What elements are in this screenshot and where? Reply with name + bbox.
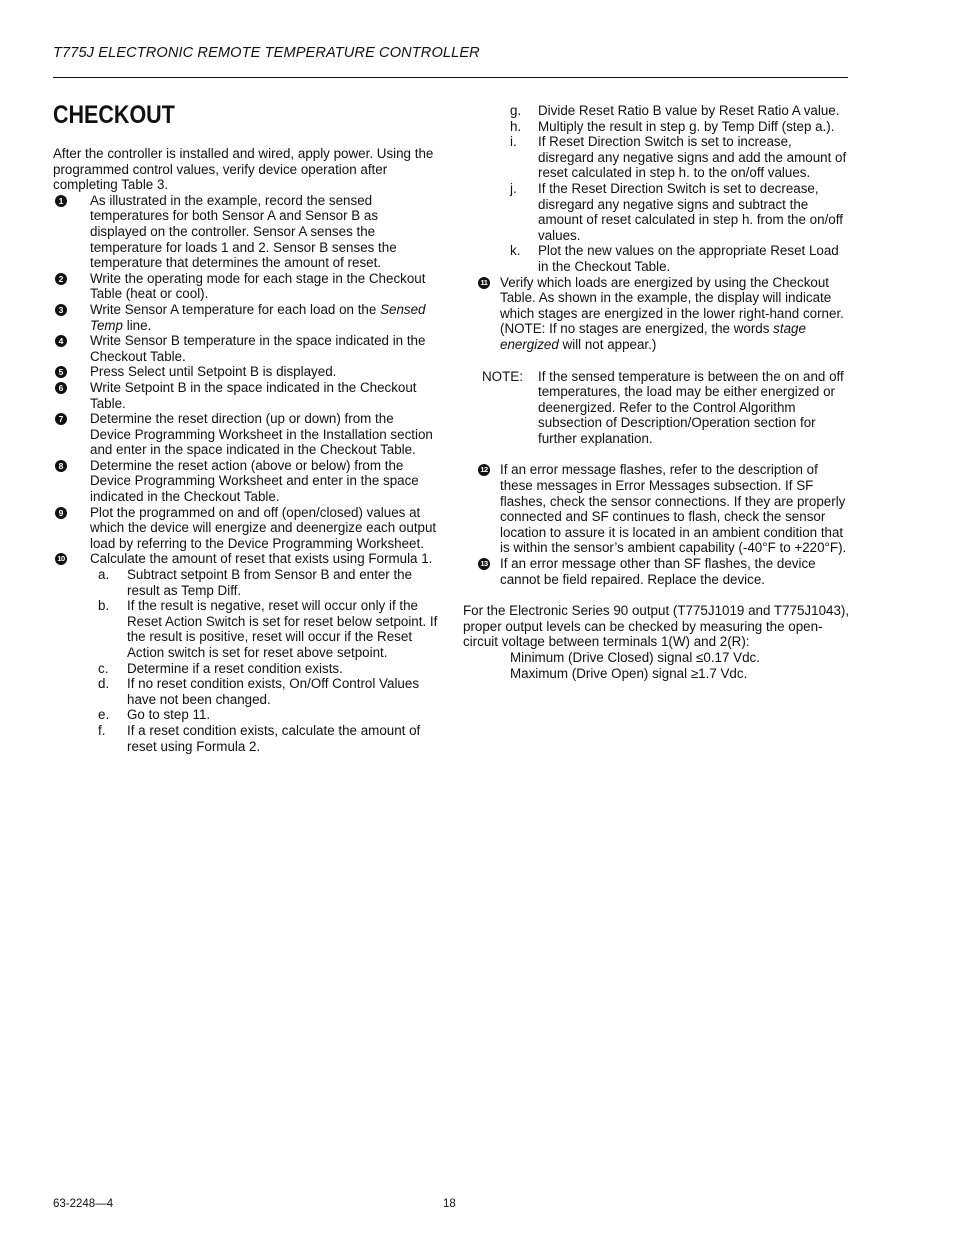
step-text: As illustrated in the example, record the sensed temperatures for both Sensor A and Sensor B as displayed on the controller. Sensor A senses the temperature for loads 1 and 2. Sensor B senses the temperature that determines the amount of reset. bbox=[90, 192, 397, 271]
step-number-badge: 4 bbox=[55, 335, 67, 347]
step-text: line. bbox=[123, 317, 152, 333]
step-text: If an error message other than SF flashes, the device cannot be field repaired. Replace the device. bbox=[500, 556, 816, 587]
step-text: Plot the programmed on and off (open/closed) values at which the device will energize and deenergize each output load by referring to the Device Programming Worksheet. bbox=[90, 504, 437, 551]
substep-letter: c. bbox=[98, 660, 109, 676]
substep-letter: d. bbox=[98, 676, 110, 692]
series90-paragraph: For the Electronic Series 90 output (T775J1019 and T775J1043), proper output levels can be checked by measuring the open-circuit voltage between terminals 1(W) and 2(R): bbox=[463, 603, 850, 650]
step-number-badge: 3 bbox=[55, 304, 67, 316]
substep-letter: e. bbox=[98, 707, 110, 723]
substep-letter: h. bbox=[510, 118, 522, 134]
substep-text: If a reset condition exists, calculate the amount of reset using Formula 2. bbox=[127, 722, 421, 754]
step-text: Determine the reset direction (up or down) from the Device Programming Worksheet in the Installation section and enter in the space indicated in the Checkout Table. bbox=[90, 411, 433, 458]
step-text: Write Sensor B temperature in the space indicated in the Checkout Table. bbox=[90, 333, 426, 364]
substep-text: If the Reset Direction Switch is set to decrease, disregard any negative signs and subtract the amount of reset calculated in step h. from the on/off values. bbox=[538, 180, 843, 243]
step-number-badge: 5 bbox=[55, 366, 67, 378]
signal-maximum: Maximum (Drive Open) signal ≥1.7 Vdc. bbox=[510, 665, 748, 681]
step-text: Write Setpoint B in the space indicated in the Checkout Table. bbox=[90, 379, 417, 411]
intro-paragraph: After the controller is installed and wired, apply power. Using the programmed control values, verify device operation after completing Table 3. bbox=[53, 146, 434, 193]
document-number: 63-2248—4 bbox=[53, 1198, 114, 1210]
substep-letter: i. bbox=[510, 134, 517, 150]
substep-text: If Reset Direction Switch is set to increase, disregard any negative signs and add the amount of reset calculated in step h. to the on/off values. bbox=[538, 134, 847, 181]
substep-text: Subtract setpoint B from Sensor B and enter the result as Temp Diff. bbox=[127, 567, 413, 598]
step-number-badge: 6 bbox=[55, 382, 67, 394]
section-title: CHECKOUT bbox=[53, 101, 175, 129]
note-label: NOTE: bbox=[482, 368, 523, 384]
step-text: Press Select until Setpoint B is displayed. bbox=[90, 364, 337, 380]
step-10 bbox=[53, 551, 438, 567]
step-text: If an error message flashes, refer to the description of these messages in Error Messages subsection. If SF flashes, check the sensor connections. If they are properly connected and SF continues to flash, check the sensor location to assure it is located in an ambient condition that is within the sensor’s ambient capability (-40°F to +220°F). bbox=[500, 462, 847, 556]
substep-letter: j. bbox=[510, 180, 517, 196]
substep-d bbox=[53, 676, 438, 707]
header-rule bbox=[53, 77, 848, 78]
step-text: Determine the reset action (above or below) from the Device Programming Worksheet and enter in the space indicated in the Checkout Table. bbox=[90, 457, 419, 505]
substep-f bbox=[53, 723, 438, 754]
note-text: If the sensed temperature is between the on and off temperatures, the load may be either energized or deenergized. Refer to the Control Algorithm subsection of Description/Operation section for further explanation. bbox=[538, 368, 844, 446]
right-column bbox=[463, 103, 851, 681]
step-1 bbox=[53, 193, 438, 271]
substep-j bbox=[463, 181, 851, 243]
step-text-emphasis: Sensed Temp bbox=[90, 301, 426, 333]
substep-i bbox=[463, 134, 851, 181]
step-text: Calculate the amount of reset that exists using Formula 1. bbox=[90, 551, 433, 567]
step-11 bbox=[463, 275, 851, 353]
step-2 bbox=[53, 271, 438, 302]
step-text: Write Sensor A temperature for each load on the bbox=[90, 301, 381, 317]
substep-text: Go to step 11. bbox=[127, 707, 211, 723]
step-number-badge: 9 bbox=[55, 507, 67, 519]
step-number-badge: 13 bbox=[478, 558, 490, 570]
substep-a bbox=[53, 567, 438, 598]
step-12 bbox=[463, 462, 851, 556]
page-number: 18 bbox=[443, 1198, 456, 1210]
step-5 bbox=[53, 364, 438, 380]
step-number-badge: 10 bbox=[55, 553, 67, 565]
running-header: T775J ELECTRONIC REMOTE TEMPERATURE CONTROLLER bbox=[53, 45, 480, 61]
substep-letter: f. bbox=[98, 722, 106, 738]
step-number-badge: 11 bbox=[478, 277, 490, 289]
left-column bbox=[53, 100, 438, 754]
step-text: will not appear.) bbox=[558, 336, 657, 352]
substep-text: Multiply the result in step g. by Temp Diff (step a.). bbox=[538, 118, 835, 134]
substep-text: If no reset condition exists, On/Off Control Values have not been changed. bbox=[127, 676, 420, 707]
substep-c bbox=[53, 661, 438, 677]
substep-h bbox=[463, 119, 851, 135]
step-7 bbox=[53, 411, 438, 458]
step-text-emphasis: stage energized bbox=[500, 321, 806, 352]
substep-e bbox=[53, 707, 438, 723]
substep-letter: a. bbox=[98, 567, 110, 583]
step-number-badge: 8 bbox=[55, 460, 67, 472]
substep-text: Determine if a reset condition exists. bbox=[127, 660, 343, 676]
substep-text: Divide Reset Ratio B value by Reset Ratio A value. bbox=[538, 103, 840, 118]
step-6 bbox=[53, 380, 438, 411]
substep-text: If the result is negative, reset will occur only if the Reset Action Switch is set for reset below setpoint. If the result is positive, reset will occur if the Reset Action switch is set for reset above setpoint. bbox=[127, 598, 438, 660]
note-block bbox=[463, 369, 851, 447]
step-9 bbox=[53, 505, 438, 552]
substep-letter: b. bbox=[98, 598, 110, 614]
step-text: Verify which loads are energized by using the Checkout Table. As shown in the example, the display will indicate which stages are energized in the lower right-hand corner. (NOTE: If no stages are energized, the words bbox=[500, 274, 844, 337]
step-text: Write the operating mode for each stage in the Checkout Table (heat or cool). bbox=[90, 270, 426, 302]
substep-g bbox=[463, 103, 851, 119]
substep-letter: k. bbox=[510, 243, 521, 259]
step-number-badge: 1 bbox=[55, 195, 67, 207]
substep-k bbox=[463, 243, 851, 274]
signal-minimum: Minimum (Drive Closed) signal ≤0.17 Vdc. bbox=[510, 650, 760, 665]
substep-text: Plot the new values on the appropriate Reset Load in the Checkout Table. bbox=[538, 243, 839, 274]
substep-b bbox=[53, 598, 438, 660]
substep-letter: g. bbox=[510, 103, 522, 118]
step-number-badge: 7 bbox=[55, 413, 67, 425]
step-13 bbox=[463, 556, 851, 587]
step-3 bbox=[53, 302, 438, 333]
step-4 bbox=[53, 333, 438, 364]
step-number-badge: 12 bbox=[478, 464, 490, 476]
step-number-badge: 2 bbox=[55, 273, 67, 285]
step-8 bbox=[53, 458, 438, 505]
